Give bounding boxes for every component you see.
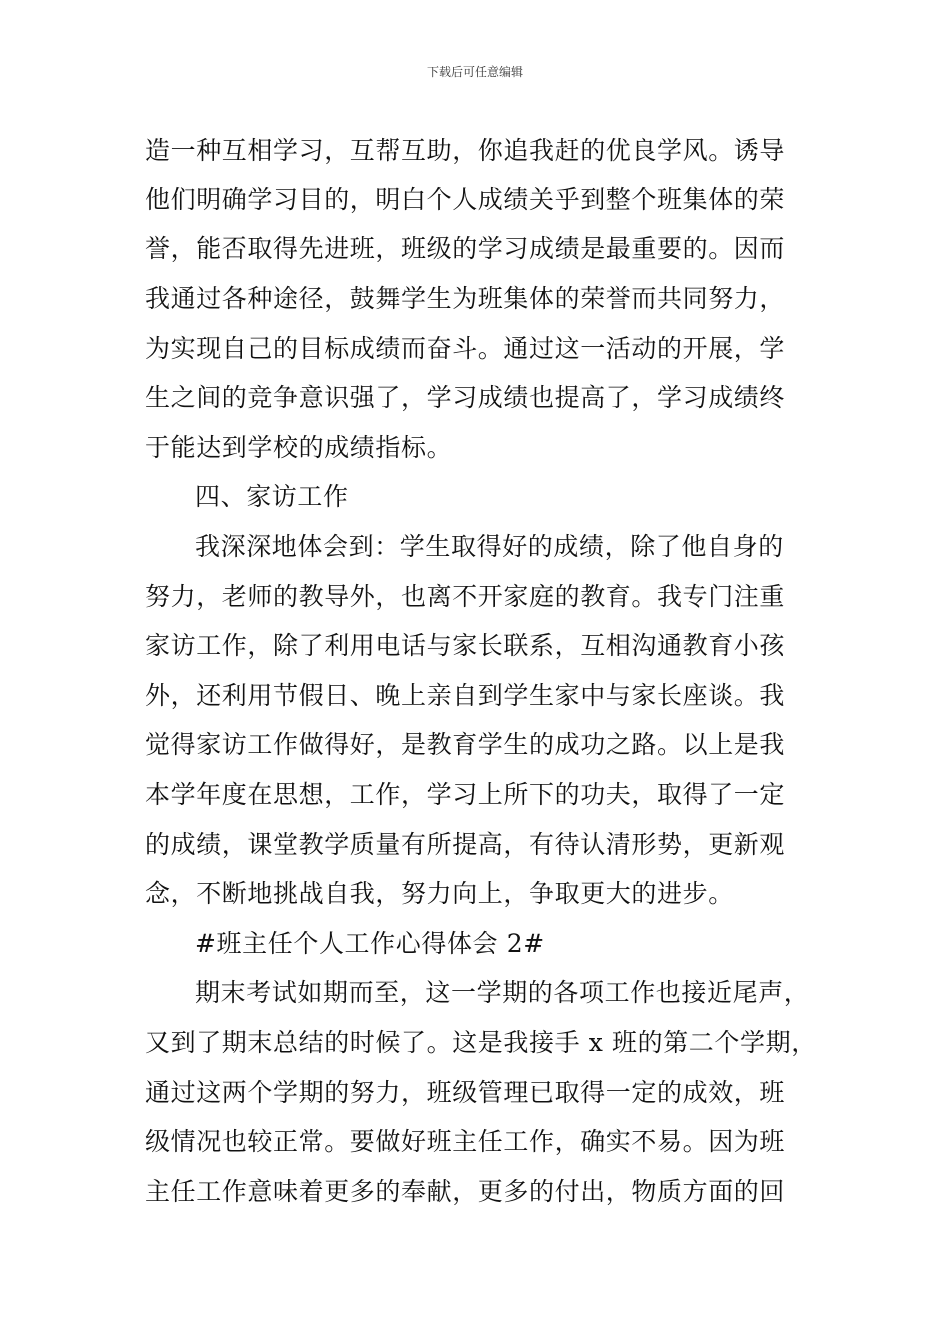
page-header: 下载后可任意编辑 (426, 65, 523, 79)
text-line: 期末考试如期而至，这一学期的各项工作也接近尾声， (195, 978, 810, 1007)
text-line: 努力，老师的教导外，也离不开家庭的教育。我专门注重 (145, 582, 786, 611)
text-line: 誉，能否取得先进班，班级的学习成绩是最重要的。因而 (145, 234, 786, 263)
text-line: 级情况也较正常。要做好班主任工作，确实不易。因为班 (145, 1127, 786, 1156)
text-line: 生之间的竞争意识强了，学习成绩也提高了，学习成绩终 (145, 383, 786, 412)
section-heading: #班主任个人工作心得体会 2# (195, 929, 545, 958)
text-line: 家访工作，除了利用电话与家长联系，互相沟通教育小孩 (145, 631, 786, 660)
text-line: 我深深地体会到：学生取得好的成绩，除了他自身的 (195, 532, 784, 561)
text-line: 为实现自己的目标成绩而奋斗。通过这一活动的开展，学 (145, 334, 786, 363)
text-line: 于能达到学校的成绩指标。 (145, 433, 453, 462)
text-line: 念，不断地挑战自我，努力向上，争取更大的进步。 (145, 879, 734, 908)
text-line: 的成绩，课堂教学质量有所提高，有待认清形势，更新观 (145, 830, 786, 859)
text-line: 外，还利用节假日、晚上亲自到学生家中与家长座谈。我 (145, 681, 786, 710)
text-line: 又到了期末总结的时候了。这是我接手 x 班的第二个学期， (145, 1028, 817, 1057)
text-line: 主任工作意味着更多的奉献，更多的付出，物质方面的回 (145, 1177, 786, 1206)
text-line: 本学年度在思想，工作，学习上所下的功夫，取得了一定 (145, 780, 786, 809)
text-line: 觉得家访工作做得好，是教育学生的成功之路。以上是我 (145, 730, 786, 759)
section-heading: 四、家访工作 (195, 482, 349, 511)
text-line: 他们明确学习目的，明白个人成绩关乎到整个班集体的荣 (145, 185, 786, 214)
text-line: 通过这两个学期的努力，班级管理已取得一定的成效，班 (145, 1078, 786, 1107)
text-line: 我通过各种途径，鼓舞学生为班集体的荣誉而共同努力， (145, 284, 786, 313)
text-line: 造一种互相学习，互帮互助，你追我赶的优良学风。诱导 (145, 136, 786, 165)
